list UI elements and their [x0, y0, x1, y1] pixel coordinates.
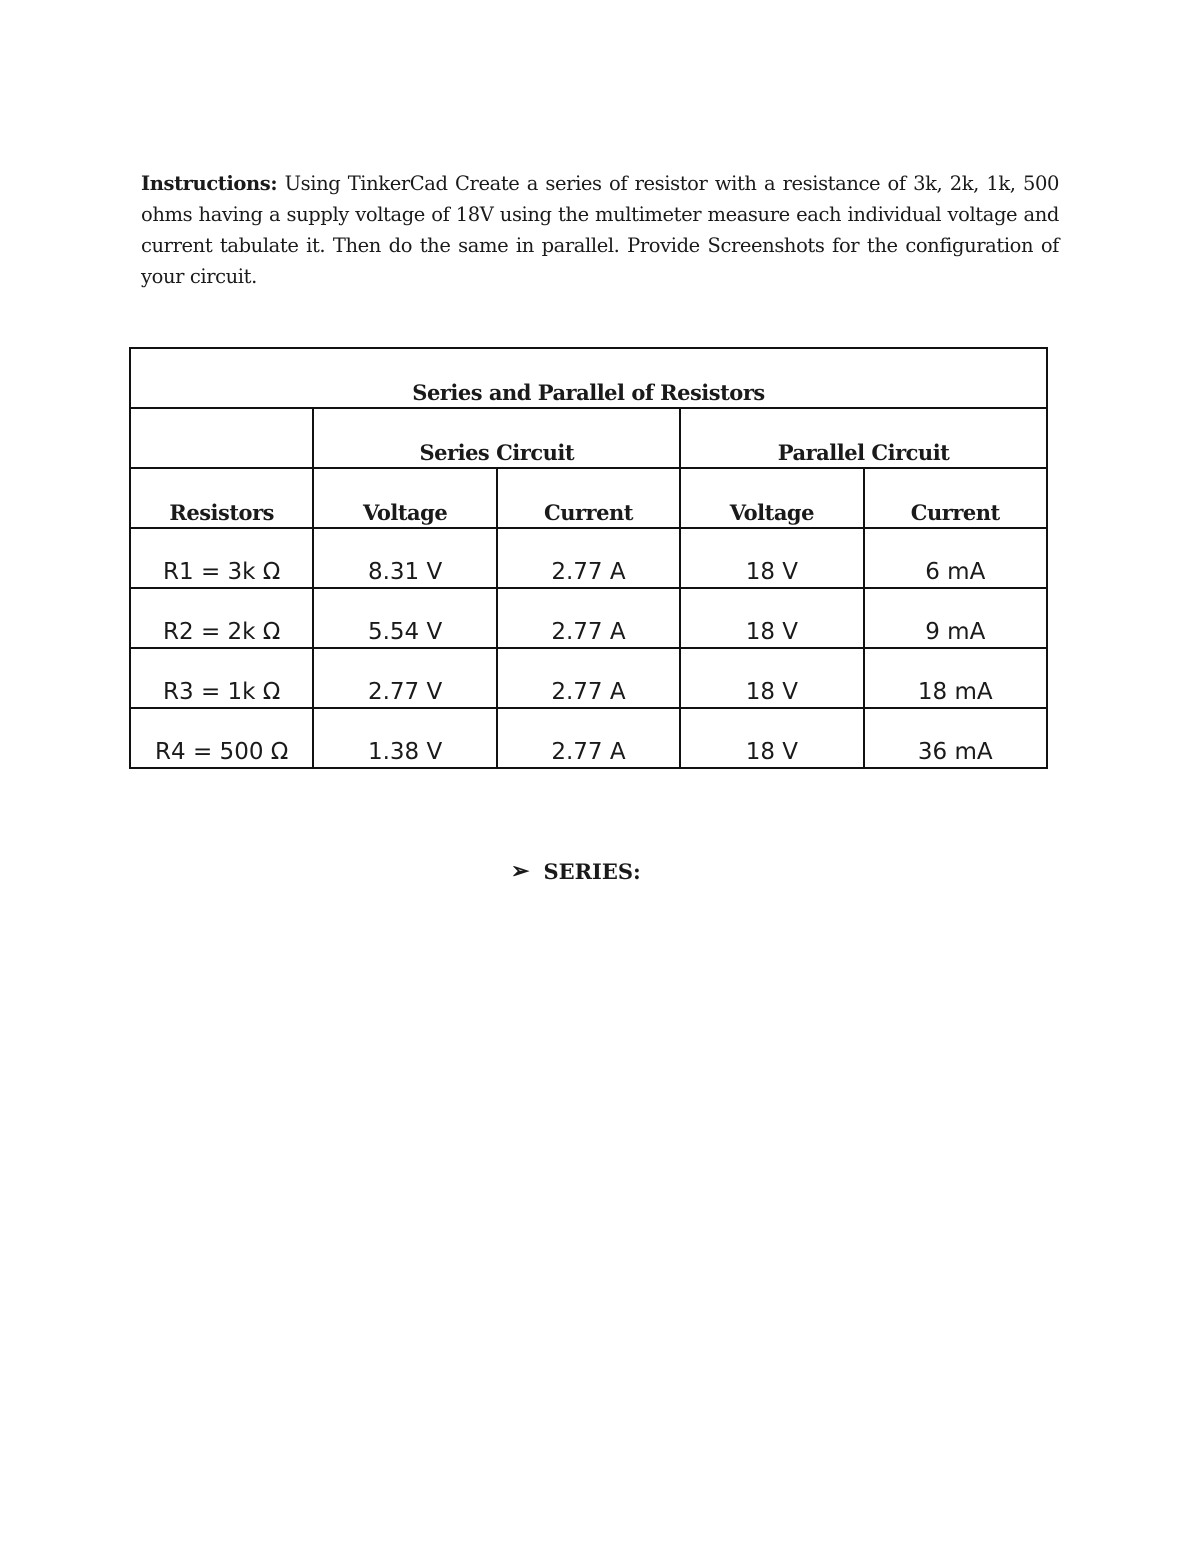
resistor-cell: R1 = 3k Ω: [130, 528, 313, 588]
parallel-current-cell: 36 mA: [864, 708, 1047, 768]
series-circuit-header: Series Circuit: [313, 408, 680, 468]
parallel-voltage-cell: 18 V: [680, 708, 863, 768]
series-current-cell: 2.77 A: [497, 528, 680, 588]
header-parallel-current: Current: [864, 468, 1047, 528]
header-series-voltage: Voltage: [313, 468, 496, 528]
table-row: [130, 528, 1047, 588]
series-voltage-cell: 5.54 V: [313, 588, 496, 648]
instructions-label: Instructions:: [141, 172, 278, 195]
parallel-current-cell: 6 mA: [864, 528, 1047, 588]
table-title: Series and Parallel of Resistors: [130, 348, 1047, 408]
parallel-voltage-cell: 18 V: [680, 528, 863, 588]
arrowhead-bullet-icon: ➢: [511, 858, 530, 884]
series-current-cell: 2.77 A: [497, 708, 680, 768]
column-header-row: [130, 468, 1047, 528]
resistor-cell: R2 = 2k Ω: [130, 588, 313, 648]
instructions-text: Using TinkerCad Create a series of resistor with a resistance of 3k, 2k, 1k, 500 ohms having a supply voltage of 18V using the multimeter measure each individual voltage and current tabulate it. Then do the same in parallel. Provide Screenshots for the configuration of your circuit.: [141, 172, 1059, 288]
table-row: [130, 708, 1047, 768]
series-current-cell: 2.77 A: [497, 648, 680, 708]
parallel-voltage-cell: 18 V: [680, 648, 863, 708]
parallel-circuit-header: Parallel Circuit: [680, 408, 1047, 468]
resistor-cell: R4 = 500 Ω: [130, 708, 313, 768]
resistor-cell: R3 = 1k Ω: [130, 648, 313, 708]
series-current-cell: 2.77 A: [497, 588, 680, 648]
series-voltage-cell: 1.38 V: [313, 708, 496, 768]
parallel-current-cell: 9 mA: [864, 588, 1047, 648]
empty-header-cell: [130, 408, 313, 468]
table-title-row: [130, 348, 1047, 408]
group-header-row: [130, 408, 1047, 468]
header-series-current: Current: [497, 468, 680, 528]
series-section-heading: [511, 858, 641, 884]
table-row: [130, 648, 1047, 708]
series-voltage-cell: 8.31 V: [313, 528, 496, 588]
header-resistors: Resistors: [130, 468, 313, 528]
parallel-voltage-cell: 18 V: [680, 588, 863, 648]
parallel-current-cell: 18 mA: [864, 648, 1047, 708]
instructions-paragraph: [141, 168, 1059, 292]
series-voltage-cell: 2.77 V: [313, 648, 496, 708]
table-row: [130, 588, 1047, 648]
resistor-table: [129, 347, 1048, 769]
series-heading-text: SERIES:: [543, 858, 641, 884]
header-parallel-voltage: Voltage: [680, 468, 863, 528]
